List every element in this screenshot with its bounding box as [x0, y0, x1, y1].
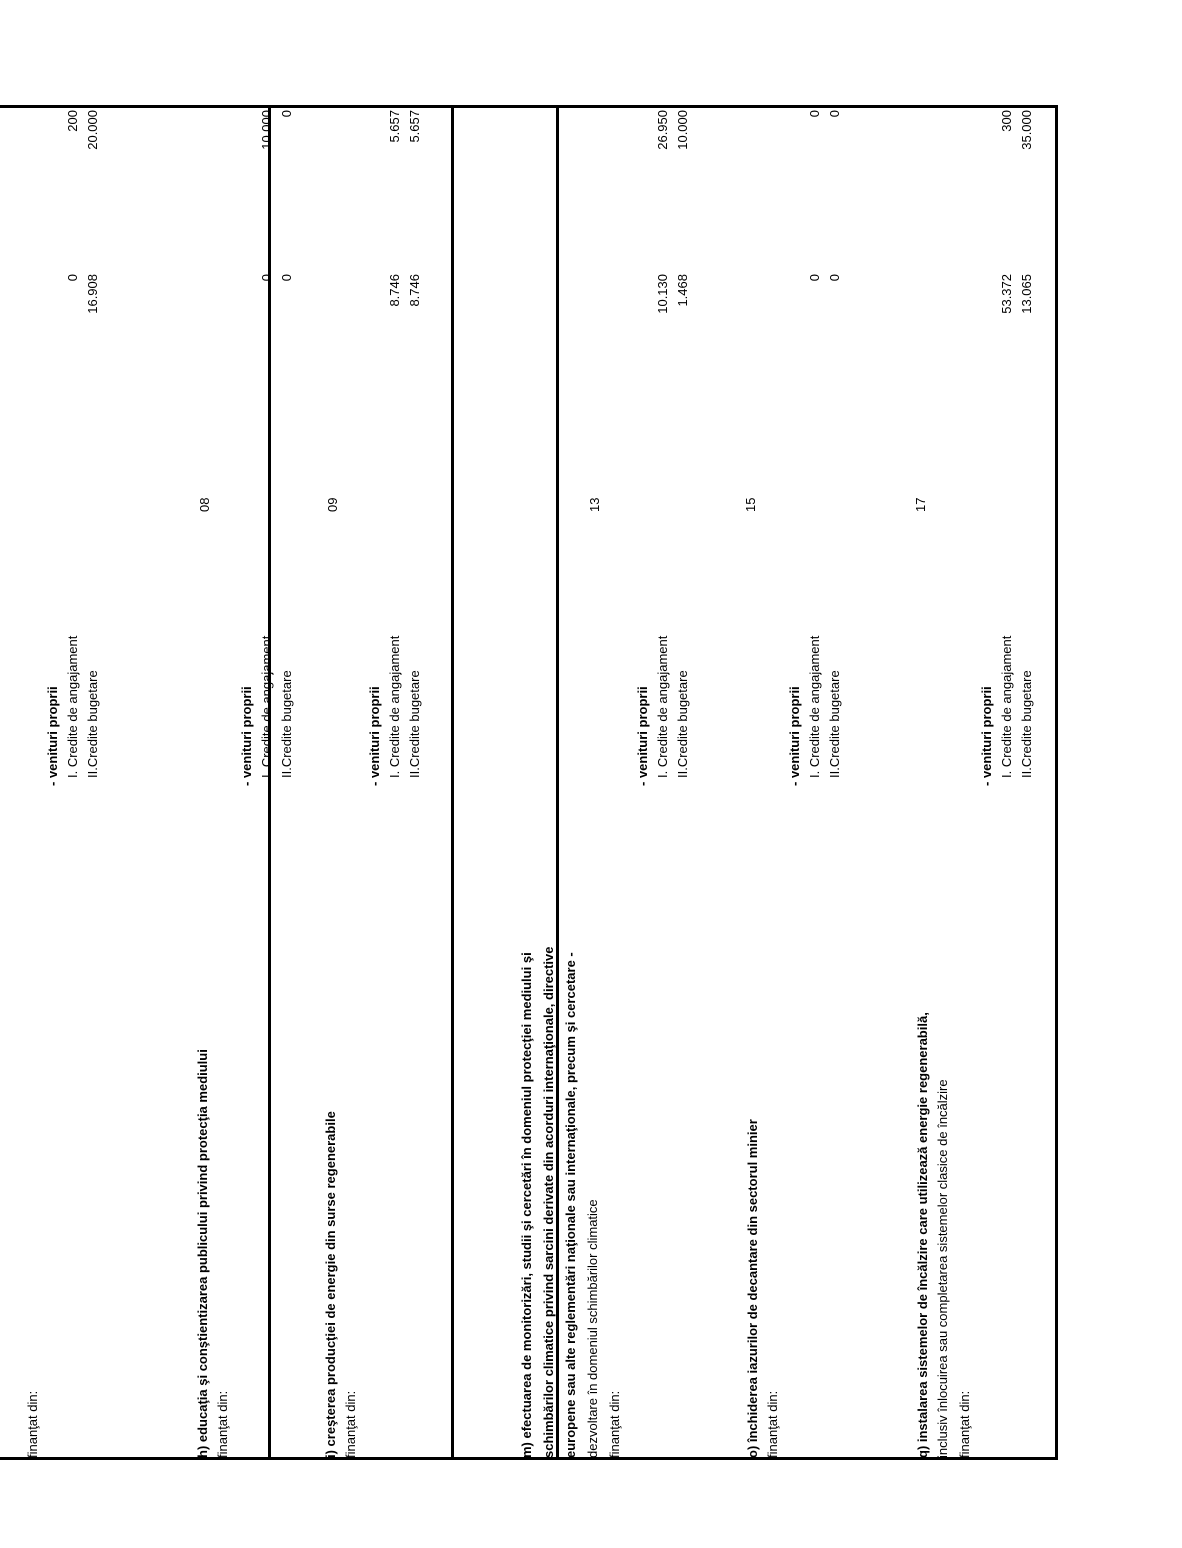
source-credite-angajament: I. Credite de angajament: [259, 635, 274, 778]
section-code: 09: [325, 497, 340, 512]
source-venituri: - venituri proprii: [979, 686, 994, 786]
col-a-value: 53.372: [999, 274, 1014, 314]
financing-label: finanţat din:: [957, 1390, 972, 1458]
section-code: 15: [743, 497, 758, 512]
source-venituri: - venituri proprii: [635, 686, 650, 786]
source-credite-bugetare: II.Credite bugetare: [85, 670, 100, 778]
col-b-value: 35.000: [1019, 110, 1034, 150]
source-credite-angajament: I. Credite de angajament: [807, 635, 822, 778]
financing-label: finanţat din:: [215, 1390, 230, 1458]
financing-label: finanţat din:: [607, 1390, 622, 1458]
source-venituri: - venituri proprii: [239, 686, 254, 786]
col-b-value: 20.000: [85, 110, 100, 150]
source-venituri: - venituri proprii: [787, 686, 802, 786]
section-title-i: i) creşterea producţiei de energie din surse regenerabile: [323, 1111, 338, 1458]
col-a-value: 0: [807, 274, 822, 282]
column-divider-col-b: [268, 105, 271, 1460]
col-b-value: 10.000: [675, 110, 690, 150]
section-title-m-line2: schimbărilor climatice privind sarcini derivate din acorduri internaţionale, directive: [541, 946, 556, 1458]
table-right-border: [1055, 105, 1058, 1460]
financing-label: finanţat din:: [343, 1390, 358, 1458]
section-code: 13: [587, 497, 602, 512]
col-a-value: 1.468: [675, 274, 690, 307]
col-a-value: 8.746: [387, 274, 402, 307]
source-credite-angajament: I. Credite de angajament: [65, 635, 80, 778]
section-title-m-line4: dezvoltare în domeniul schimbărilor climatice: [585, 1199, 600, 1458]
section-title-m-line3: europene sau alte reglementări naţionale sau internaţionale, precum şi cercetare -: [563, 952, 578, 1458]
source-credite-bugetare: II.Credite bugetare: [279, 670, 294, 778]
source-credite-angajament: I. Credite de angajament: [999, 635, 1014, 778]
table-bottom-border: [0, 105, 1058, 108]
source-credite-bugetare: II.Credite bugetare: [1019, 670, 1034, 778]
col-a-value: 13.065: [1019, 274, 1034, 314]
section-title-o: o) închiderea iazurilor de decantare din sectorul minier: [745, 1119, 760, 1458]
source-credite-bugetare: II.Credite bugetare: [827, 670, 842, 778]
col-a-value: 8.746: [407, 274, 422, 307]
source-venituri: - venituri proprii: [367, 686, 382, 786]
column-divider-col-a: [451, 105, 454, 1460]
col-b-value: 5.657: [407, 110, 422, 143]
col-b-value: 10.000: [259, 110, 274, 150]
financing-label: finanţat din:: [765, 1390, 780, 1458]
section-title-q-line2: inclusiv înlocuirea sau completarea sistemelor clasice de încălzire: [935, 1079, 950, 1458]
col-a-value: 0: [259, 274, 274, 282]
section-title-q-line1: q) instalarea sistemelor de încălzire care utilizează energie regenerabilă,: [915, 1012, 930, 1458]
col-a-value: 10.130: [655, 274, 670, 314]
col-b-value: 26.950: [655, 110, 670, 150]
col-a-value: 0: [65, 274, 80, 282]
col-b-value: 300: [999, 110, 1014, 132]
col-b-value: 0: [279, 110, 294, 118]
source-venituri: - venituri proprii: [45, 686, 60, 786]
col-b-value: 200: [65, 110, 80, 132]
col-a-value: 0: [827, 274, 842, 282]
col-b-value: 0: [827, 110, 842, 118]
source-credite-angajament: I. Credite de angajament: [655, 635, 670, 778]
section-title-h: h) educaţia şi conştientizarea publicului privind protecţia mediului: [195, 1049, 210, 1458]
source-credite-angajament: I. Credite de angajament: [387, 635, 402, 778]
source-credite-bugetare: II.Credite bugetare: [675, 670, 690, 778]
source-credite-bugetare: II.Credite bugetare: [407, 670, 422, 778]
col-b-value: 0: [807, 110, 822, 118]
section-code: 08: [197, 497, 212, 512]
section-code: 17: [913, 497, 928, 512]
section-title-m-line1: m) efectuarea de monitorizări, studii şi cercetări în domeniul protecţiei mediului şi: [519, 952, 534, 1458]
financing-label: finanţat din:: [25, 1390, 40, 1458]
col-b-value: 5.657: [387, 110, 402, 143]
col-a-value: 16.908: [85, 274, 100, 314]
col-a-value: 0: [279, 274, 294, 282]
